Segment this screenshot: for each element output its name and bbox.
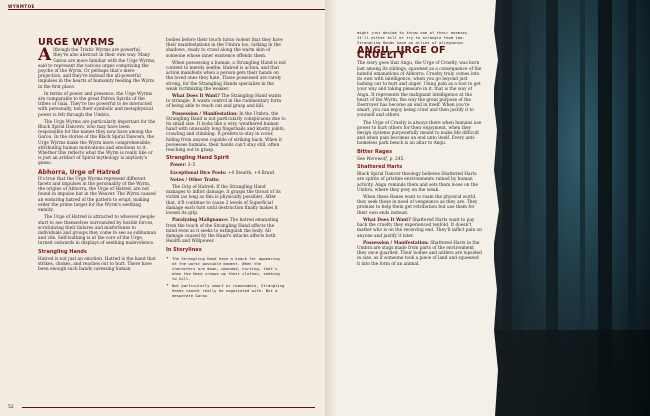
shattered-paragraph: Black Spiral Dancer theology believes Shattered Harts are spirits of pristine environments ruined by human activity. Angu reminds them and sets them loose on the Umbra, where they prey on the weak. xyxy=(357,172,478,193)
bottom-rule xyxy=(22,407,315,408)
strangling-intro: Hatred is not just an emotion. Hatred is the hand that strikes, chokes, and reaches out to hurt. There have been enough such hands caressing human xyxy=(38,256,156,273)
right-page xyxy=(341,0,650,416)
strangling-hands-heading: Strangling Hands xyxy=(38,248,87,255)
gutter xyxy=(325,0,341,416)
left-column-1 xyxy=(38,37,156,274)
bullet-icon: ✦ xyxy=(166,255,169,261)
stat-notes: Notes / Other Traits: xyxy=(170,177,220,183)
hart-want-paragraph: What Does It Want? Shattered Harts want to pay back the cruelty they experienced tenfold. It doesn't matter who is on the receiving end. They'll inflict pain on anyone and justify it later. xyxy=(357,217,482,239)
intro-paragraph: The Urge Wyrms are particularly important for the Black Spiral Dancers, who may have been responsible for the names they now have among the Garou. In the stories of the Black Spiral Dancers, the Urge Wyrms make the Wyrm more comprehensible, attributing human motivations and emotions to it. Whether this reflects what the Wyrm is really like or is just an artifact of Spiral mythology is anybody's guess. xyxy=(38,119,156,167)
paralyzing-paragraph: Paralyzing Malignance: The hatred emanating from the touch of the Strangling Hand affects the mind even as it seeks to extinguish the body. All damage caused by the Hand's attacks affects both Health and Willpower. xyxy=(166,218,279,245)
intro-paragraph: Although the Triatic Wyrms are powerful, they're also abstract in their own way. Many Garou are more familiar with the Urge Wyrms, said to represent the various urges comprising the psyche of the Wyrm. Or perhaps that's mere projection, and they're instead the all-powerful impulses in the hearts of humanity feeding the Wyrm in the first place. xyxy=(38,45,156,90)
angu-paragraph: The story goes that Angu, the Urge of Cruelty, was born last among its siblings, spawned as a consequence of the hateful emanations of Abhorra. Cruelty truly comes into its own with intelligence, when you go beyond just lashing out to hurt and anger. Using pain as a tool to get your way and taking pleasure in it, that is the way of Angu. It represents the malignant intelligence at the heart of the Wyrm, the way the great purpose of the Destroyer has become an end in itself. When you're smart, you can enjoy being cruel and then justify it to yourself and others. xyxy=(357,61,482,119)
hart-possession-paragraph: Possession / Manifestation: Shattered Harts in the Umbra are stags made from parts of the environment they once guarded. Their bodies and antlers are lopsided in size, as if someone took a piece of land and squeezed it into the form of an animal. xyxy=(357,240,482,267)
left-column-2 xyxy=(166,38,286,300)
abhorra-paragraph: It's true that the Urge Wyrms represent different facets and impulses in the personality of the Wyrm, the origins of Abhorra, the Urge of Hatred, are not found in impulse but in the Weaver. The Wyrm caused an enduring hatred of the pattern to erupt, making order the prime target for the Wyrm's seething enmity. xyxy=(38,176,156,214)
storylines-heading: In Storylines xyxy=(166,247,202,254)
right-column xyxy=(357,30,482,269)
possession-paragraph: Possession / Manifestation: In the Umbra, the Strangling Hand is not particularly conspicuous due to its small size. It looks like a wiry, weathered human hand with unusually long fingernails and knotty joints, crawling and climbing. It prefers to stay in cover, hiding from anyone capable of striking back. When it possesses humans, their hands can't stay still, often reaching out to grasp. xyxy=(166,111,286,154)
abhorra-paragraph: The Urge of Hatred is attracted to whoever people start to see themselves surrounded by hostile forces, scrutinizing their failures and misfortunes to individuals and groups they come to see as subhuman and vile. Self-loathing is at the core of the Urge, turned outwards in displays of seething malevolence. xyxy=(38,215,156,247)
shattered-paragraph: When these Banes want to roam the physical world, they seek those in need of vengeance as they are. They promise to help them get retribution but use them for their own ends instead. xyxy=(357,195,478,216)
storyline-item: ✦ Not particularly smart or reasonable, Strangling Hands cannot really be negotiated with. But a desperate Garou xyxy=(166,282,285,298)
angu-heading: ANGU, URGE OF CRUELTY xyxy=(357,45,446,62)
bullet-icon: ✦ xyxy=(166,282,169,288)
stat-block xyxy=(170,163,286,183)
stat-power: Power: 3–5 xyxy=(170,163,196,169)
drop-cap: A xyxy=(38,45,52,66)
page-number: 52 xyxy=(8,405,14,410)
body-paragraph: When possessing a human, a Strangling Hand is not content to merely seethe. Hatred is action, and that action manifests when a person gets their hands on the loved ones they hate. Those possessed are rarely strong, for the Strangling Hands specialize in the weak victimizing the weaker. xyxy=(166,60,286,92)
storyline-item: ✦ The Strangling Hand have a knack for appearing at the worst possible moment. When the characters are down, wounded, hurting, that's when the Hand creeps up their clothes, seeking to kill. xyxy=(166,255,280,281)
intro-paragraph: In terms of power and presence, the Urge Wyrms are comparable to the great Patron Spirits of the tribes of Gaia. They're too powerful to be interacted with personally, but their symbolic and metaphysical power is felt through the Umbra. xyxy=(38,91,153,118)
bitter-rages-ref: See Werewolf, p. 245. xyxy=(357,156,405,162)
angu-paragraph: The Urge of Cruelty is always there when humans use power to hurt others for their enjoyment, when they design systems purposefully meant to make life difficult and when pain becomes an end unto itself. Every anti-homeless park bench is an altar to Angu. xyxy=(357,120,482,147)
abhorra-heading: Abhorra, Urge of Hatred xyxy=(38,168,121,176)
want-paragraph: What Does It Want? The Strangling Hand wants to strangle. It wants control in the rudimentary form of being able to reach out and grasp and kill. xyxy=(166,94,282,110)
mist-overlay xyxy=(494,0,650,416)
body-paragraph: bodies before their touch turns violent that they have their manifestations in the Umbra too, lurking in the shadows, ready to crawl along the warm skin of someone whose inner existence offends them. xyxy=(166,38,283,59)
bitter-rages-heading: Bitter Rages xyxy=(357,148,393,155)
spirit-heading: Strangling Hand Spirit xyxy=(166,155,230,162)
top-rule xyxy=(8,9,325,10)
sidebar-continuation: might just decide to throw one of their enemies. It'll either kill or try to strangle them too. Strangling Hands have no allies of allegiance. xyxy=(357,30,470,45)
running-head: WYRMTOE xyxy=(8,4,35,9)
stat-dice-pools: Exceptional Dice Pools: +4 Stealth, +4 Brawl xyxy=(170,170,275,176)
notes-paragraph: The Grip of Hatred: If the Strangling Hand manages to inflict damage, it grasps the throat of its victim (as long as this is physically possible). After that, it'll continue to cause 2 levels of Superficial damage each turn until destruction finally makes it loosen its grip. xyxy=(166,185,281,217)
section-title: URGE WYRMS xyxy=(38,37,115,48)
right-text-area xyxy=(341,0,494,416)
shattered-harts-heading: Shattered Harts xyxy=(357,164,403,171)
